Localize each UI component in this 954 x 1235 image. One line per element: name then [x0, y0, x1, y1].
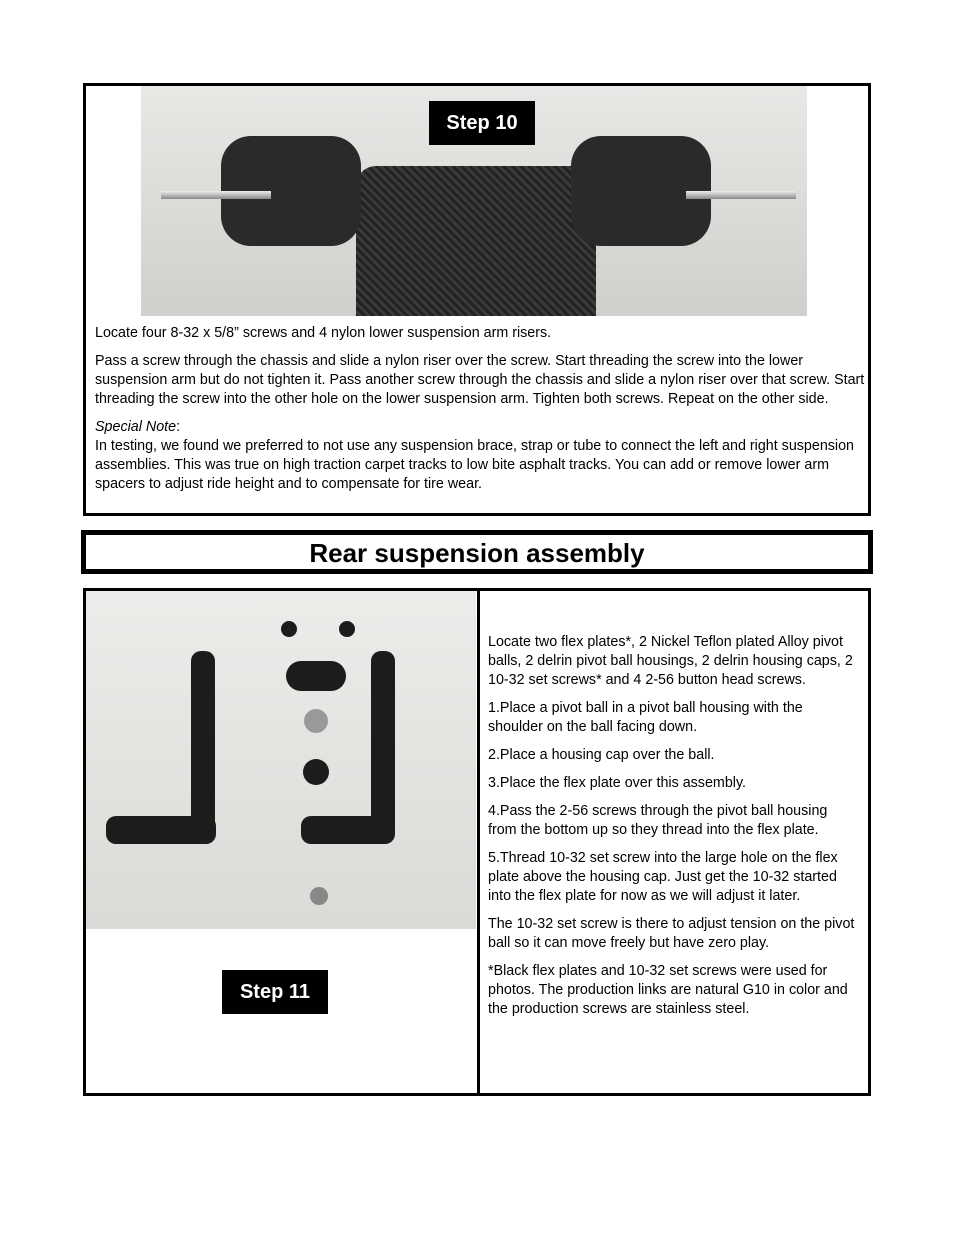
paragraph: Locate four 8-32 x 5/8” screws and 4 nylon lower suspension arm risers. — [95, 325, 552, 341]
step-10-panel — [83, 83, 871, 516]
step-11-text — [488, 633, 858, 1028]
right-flex-plate — [371, 651, 395, 841]
step-10-text — [95, 324, 865, 494]
section-title: Rear suspension assembly — [81, 530, 873, 574]
colon: : — [176, 419, 181, 435]
flex-plate-parts-photo — [86, 591, 476, 929]
paragraph: Locate two flex plates*, 2 Nickel Teflon plated Alloy pivot balls, 2 delrin pivot ball housings, 2 delrin housing caps, 2 10-32 set screws* and 4 2-56 button head screws. — [488, 634, 853, 688]
paragraph: 5.Thread 10-32 set screw into the large hole on the flex plate above the housing cap. Just get the 10-32 started into the flex plate for now as we will adjust it later. — [488, 850, 838, 904]
step-10-label: Step 10 — [429, 101, 535, 145]
pivot-ball — [304, 709, 328, 733]
paragraph: 1.Place a pivot ball in a pivot ball housing with the shoulder on the ball facing down. — [488, 700, 803, 735]
left-axle — [161, 191, 271, 199]
paragraph: 4.Pass the 2-56 screws through the pivot ball housing from the bottom up so they thread into the flex plate. — [488, 803, 828, 838]
step-11-panel — [83, 588, 871, 1096]
screw — [339, 621, 355, 637]
special-note-label: Special Note — [95, 419, 177, 435]
right-flex-plate-foot — [301, 816, 395, 844]
pivot-ball-housing — [286, 661, 346, 691]
paragraph: 2.Place a housing cap over the ball. — [488, 747, 715, 763]
step-11-label: Step 11 — [222, 970, 328, 1014]
chassis-plate — [356, 166, 596, 316]
paragraph: The 10-32 set screw is there to adjust tension on the pivot ball so it can move freely but have zero play. — [488, 916, 855, 951]
screw — [281, 621, 297, 637]
paragraph: *Black flex plates and 10-32 set screws were used for photos. The production links are natural G10 in color and the production screws are stainless steel. — [488, 963, 848, 1017]
paragraph: 3.Place the flex plate over this assembly. — [488, 775, 746, 791]
housing-cap — [303, 759, 329, 785]
paragraph: Pass a screw through the chassis and slide a nylon riser over the screw. Start threading the screw into the lower suspension arm but do not tighten it. Pass another screw through the chassis and slide a nylon riser over that screw. Start threading the screw into the other hole on the lower suspension arm. Tighten both screws. Repeat on the other side. — [95, 353, 865, 407]
right-axle — [686, 191, 796, 199]
left-flex-plate — [191, 651, 215, 841]
special-note-text: In testing, we found we preferred to not use any suspension brace, strap or tube to connect the left and right suspension assemblies. This was true on high traction carpet tracks to low bite asphalt tracks. You can add or remove lower arm spacers to adjust ride height and to compensate for tire wear. — [95, 438, 854, 492]
left-flex-plate-foot — [106, 816, 216, 844]
set-screw — [310, 887, 328, 905]
column-divider — [477, 591, 480, 1093]
